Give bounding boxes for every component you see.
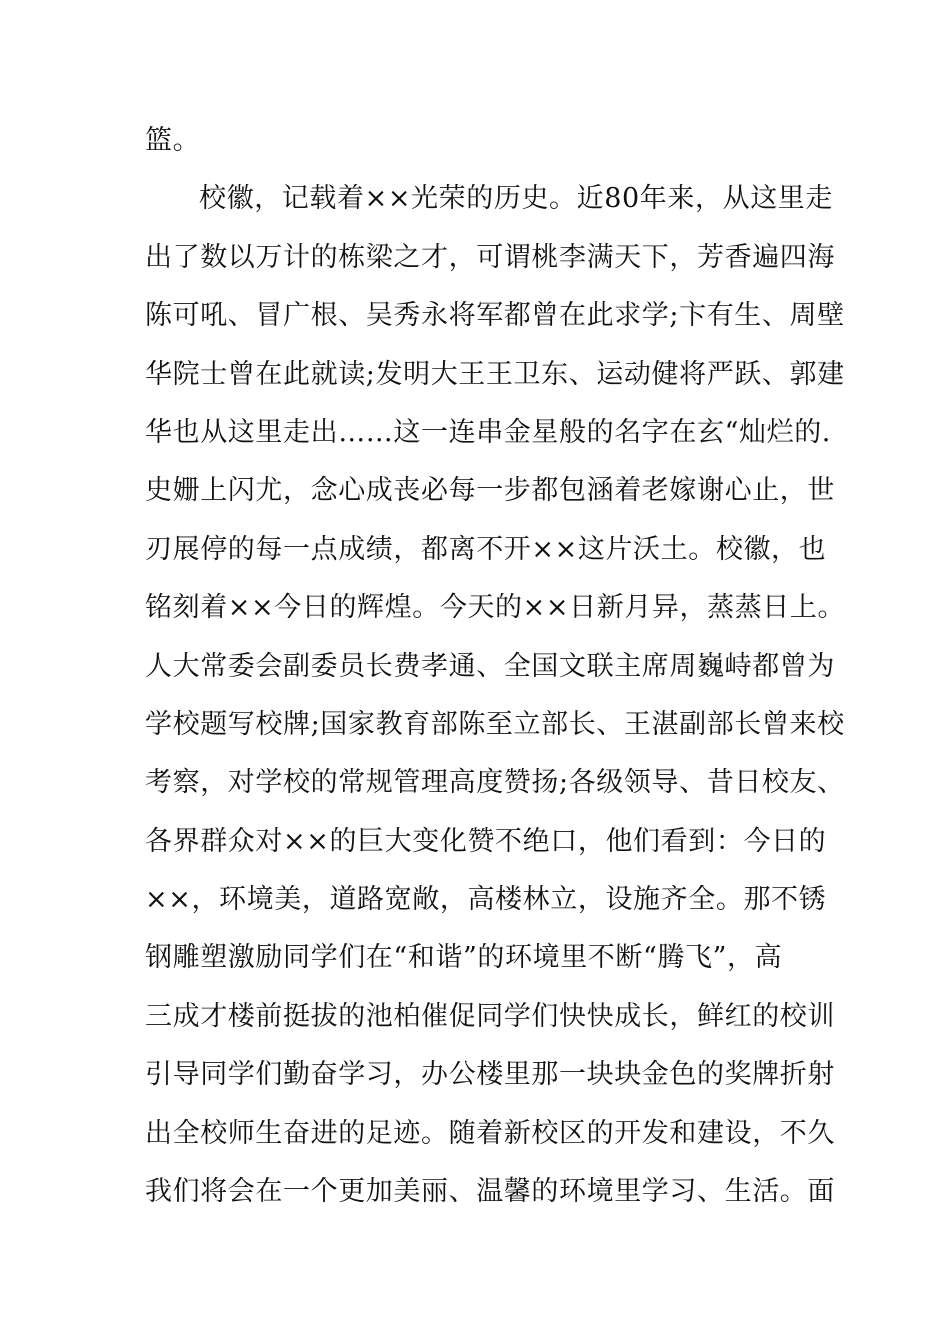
text-line-15: 钢雕塑激励同学们在“和谐”的环境里不断“腾飞”，高 bbox=[145, 942, 783, 974]
text-line-7: 史姗上闪尤，念心成丧必每一步都包涵着老嫁谢心止，世 bbox=[145, 475, 835, 507]
text-line-14: ××，环境美，道路宽敞，高楼林立，设施齐全。那不锈 bbox=[145, 884, 827, 916]
text-line-16: 三成才楼前挺拔的池柏催促同学们快快成长，鲜红的校训 bbox=[145, 1000, 835, 1032]
text-line-4: 陈可吼、冒广根、吴秀永将军都曾在此求学;卞有生、周壁 bbox=[145, 300, 845, 332]
body-text bbox=[145, 112, 845, 1221]
text-line-8: 刃展停的每一点成绩，都离不开××这片沃土。校徽，也 bbox=[145, 533, 827, 565]
text-line-2: 校徽，记载着××光荣的历史。近80年来，从这里走 bbox=[199, 183, 834, 215]
text-line-13: 各界群众对××的巨大变化赞不绝口，他们看到：今日的 bbox=[145, 825, 827, 857]
text-line-12: 考察，对学校的常规管理高度赞扬;各级领导、昔日校友、 bbox=[145, 767, 845, 799]
text-line-19: 我们将会在一个更加美丽、温馨的环境里学习、生活。面 bbox=[145, 1176, 835, 1208]
text-line-3: 出了数以万计的栋梁之才，可谓桃李满天下，芳香遍四海 bbox=[145, 241, 835, 273]
text-line-18: 出全校师生奋进的足迹。随着新校区的开发和建设，不久 bbox=[145, 1117, 835, 1149]
text-line-1: 篮。 bbox=[145, 125, 201, 156]
text-line-17: 引导同学们勤奋学习，办公楼里那一块块金色的奖牌折射 bbox=[145, 1059, 835, 1091]
text-line-10: 人大常委会副委员长费孝通、全国文联主席周巍峙都曾为 bbox=[145, 650, 835, 682]
text-line-11: 学校题写校牌;国家教育部陈至立部长、王湛副部长曾来校 bbox=[145, 708, 845, 740]
text-line-9: 铭刻着××今日的辉煌。今天的××日新月异，蒸蒸日上。 bbox=[145, 592, 846, 624]
text-line-6: 华也从这里走出……这一连串金星般的名字在玄“灿烂的. bbox=[145, 416, 831, 448]
text-line-5: 华院士曾在此就读;发明大王王卫东、运动健将严跃、郭建 bbox=[145, 358, 845, 390]
